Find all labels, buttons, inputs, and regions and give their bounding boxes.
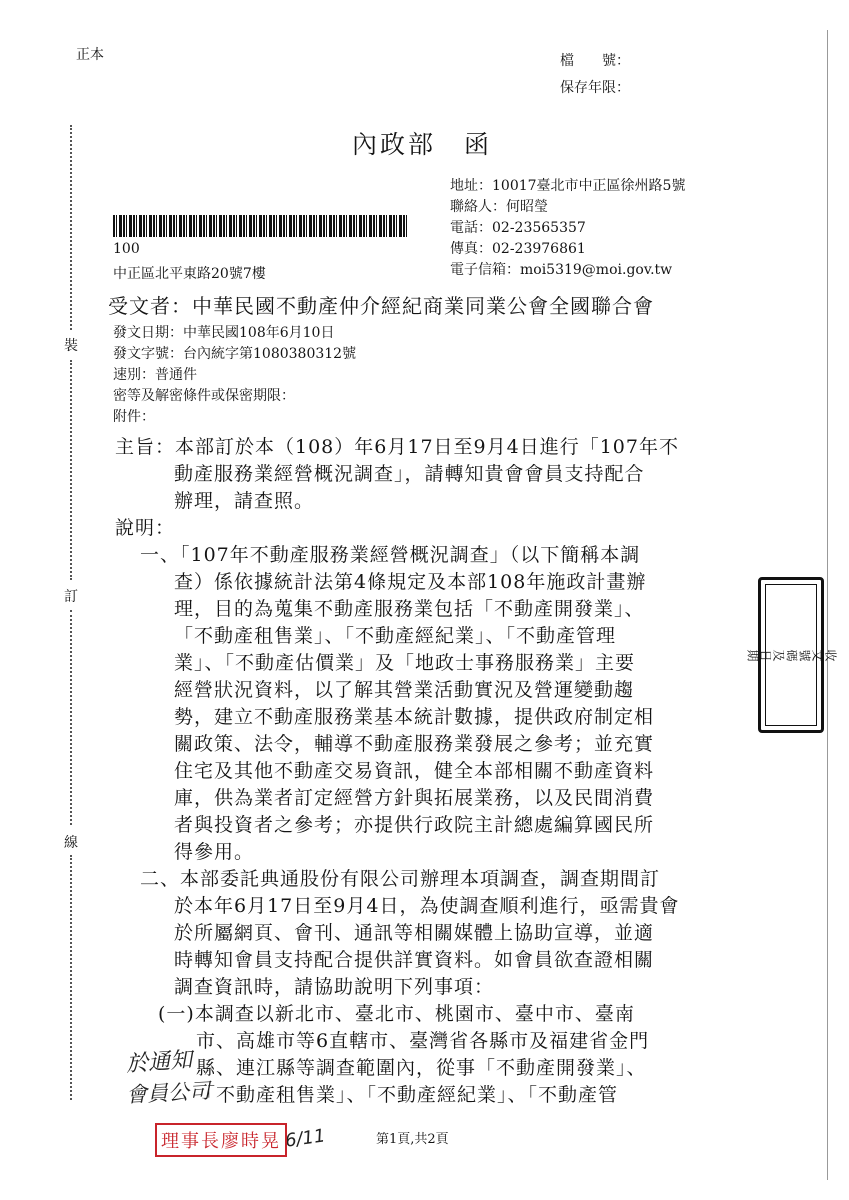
explanation-label: 說明： <box>115 517 176 539</box>
subject-line: 動產服務業經營概況調查」，請轉知貴會會員支持配合 <box>174 463 645 485</box>
sender-phone: 電話：02-23565357 <box>450 220 586 236</box>
sender-fax: 傳真：02-23976861 <box>450 241 586 257</box>
recipient-address: 中正區北平東路20號7樓 <box>113 266 266 282</box>
item-one-line: 「不動產租售業」、「不動產經紀業」、「不動產管理 <box>174 625 617 647</box>
item-one-line: 庫，供為業者訂定經營方針與拓展業務，以及民間消費 <box>174 787 655 809</box>
item-one-line: 住宅及其他不動產交易資訊，健全本部相關不動產資料 <box>174 760 655 782</box>
binding-mark: 線 <box>64 835 78 851</box>
subject-line: 主旨：本部訂於本（108）年6月17日至9月4日進行「107年不 <box>115 436 679 458</box>
copy-label: 正本 <box>76 47 104 63</box>
item-one-line: 經營狀況資料，以了解其營業活動實況及營運變動趨 <box>174 679 635 701</box>
security-level: 密等及解密條件或保密期限： <box>113 388 295 404</box>
subitem-one-line: 市、高雄市等6直轄市、臺灣省各縣市及福建省金門 <box>196 1030 650 1052</box>
item-one-line: 關政策、法令，輔導不動產服務業發展之參考；並充實 <box>174 733 655 755</box>
received-stamp-text: 收文號碼及日期 <box>745 647 837 662</box>
binding-line <box>70 360 72 580</box>
issue-date: 發文日期：中華民國108年6月10日 <box>113 325 335 341</box>
subitem-one-heading: (一)本調查以新北市、臺北市、桃園市、臺中市、臺南 <box>158 1003 635 1025</box>
item-one-line: 業」、「不動產估價業」及「地政士事務服務業」主要 <box>174 652 636 674</box>
chairman-seal: 理事長廖時晃 <box>155 1123 287 1157</box>
handwritten-note: 會員公司 <box>125 1078 211 1108</box>
barcode <box>113 215 408 237</box>
document-title: 內政部 函 <box>352 130 493 159</box>
item-two-heading: 二、本部委託典通股份有限公司辦理本項調查，調查期間訂 <box>140 868 661 890</box>
item-one-line: 得參用。 <box>174 841 255 863</box>
file-number-label: 檔 號： <box>560 53 630 69</box>
binding-line <box>70 125 72 330</box>
item-one-line: 勢，建立不動產服務業基本統計數據，提供政府制定相 <box>174 706 655 728</box>
item-one-line: 者與投資者之參考；亦提供行政院主計總處編算國民所 <box>174 814 655 836</box>
handwritten-date: 6/11 <box>283 1125 327 1152</box>
attachment: 附件： <box>113 409 155 425</box>
binding-line <box>70 610 72 825</box>
item-one-line: 查）係依據統計法第4條規定及本部108年施政計畫辦 <box>174 571 647 593</box>
item-one-line: 理，目的為蒐集不動產服務業包括「不動產開發業」、 <box>174 598 645 620</box>
binding-mark: 裝 <box>64 338 78 354</box>
retention-label: 保存年限： <box>560 80 630 96</box>
page-number: 第1頁,共2頁 <box>376 1132 449 1147</box>
binding-mark: 訂 <box>64 589 78 605</box>
item-two-line: 於所屬網頁、會刊、通訊等相關媒體上協助宣導，並適 <box>174 922 655 944</box>
document-number: 發文字號：台內統字第1080380312號 <box>113 346 357 362</box>
handwritten-note: 於通知 <box>125 1047 193 1078</box>
recipient-zip: 100 <box>113 241 140 257</box>
received-stamp <box>745 577 837 733</box>
delivery-speed: 速別：普通件 <box>113 367 197 383</box>
receiver: 受文者：中華民國不動產仲介經紀商業同業公會全國聯合會 <box>108 294 654 318</box>
sender-email: 電子信箱：moi5319@moi.gov.tw <box>450 262 673 278</box>
item-two-line: 於本年6月17日至9月4日，為使調查順利進行，亟需貴會 <box>174 895 680 917</box>
subject-line: 辦理，請查照。 <box>174 490 315 512</box>
binding-line <box>70 855 72 1100</box>
page-edge <box>827 30 828 1180</box>
item-two-line: 時轉知會員支持配合提供詳實資料。如會員欲查證相關 <box>174 949 655 971</box>
sender-contact: 聯絡人：何昭瑩 <box>450 199 548 215</box>
subitem-one-line: 「不動產租售業」、「不動產經紀業」、「不動產管 <box>196 1084 619 1106</box>
subitem-one-line: 縣、連江縣等調查範圍內，從事「不動產開發業」、 <box>196 1057 647 1079</box>
item-one-heading: 一、「107年不動產服務業經營概況調查」（以下簡稱本調 <box>140 544 641 566</box>
sender-address: 地址：10017臺北市中正區徐州路5號 <box>450 178 686 194</box>
item-two-line: 調查資訊時，請協助說明下列事項： <box>174 976 495 998</box>
